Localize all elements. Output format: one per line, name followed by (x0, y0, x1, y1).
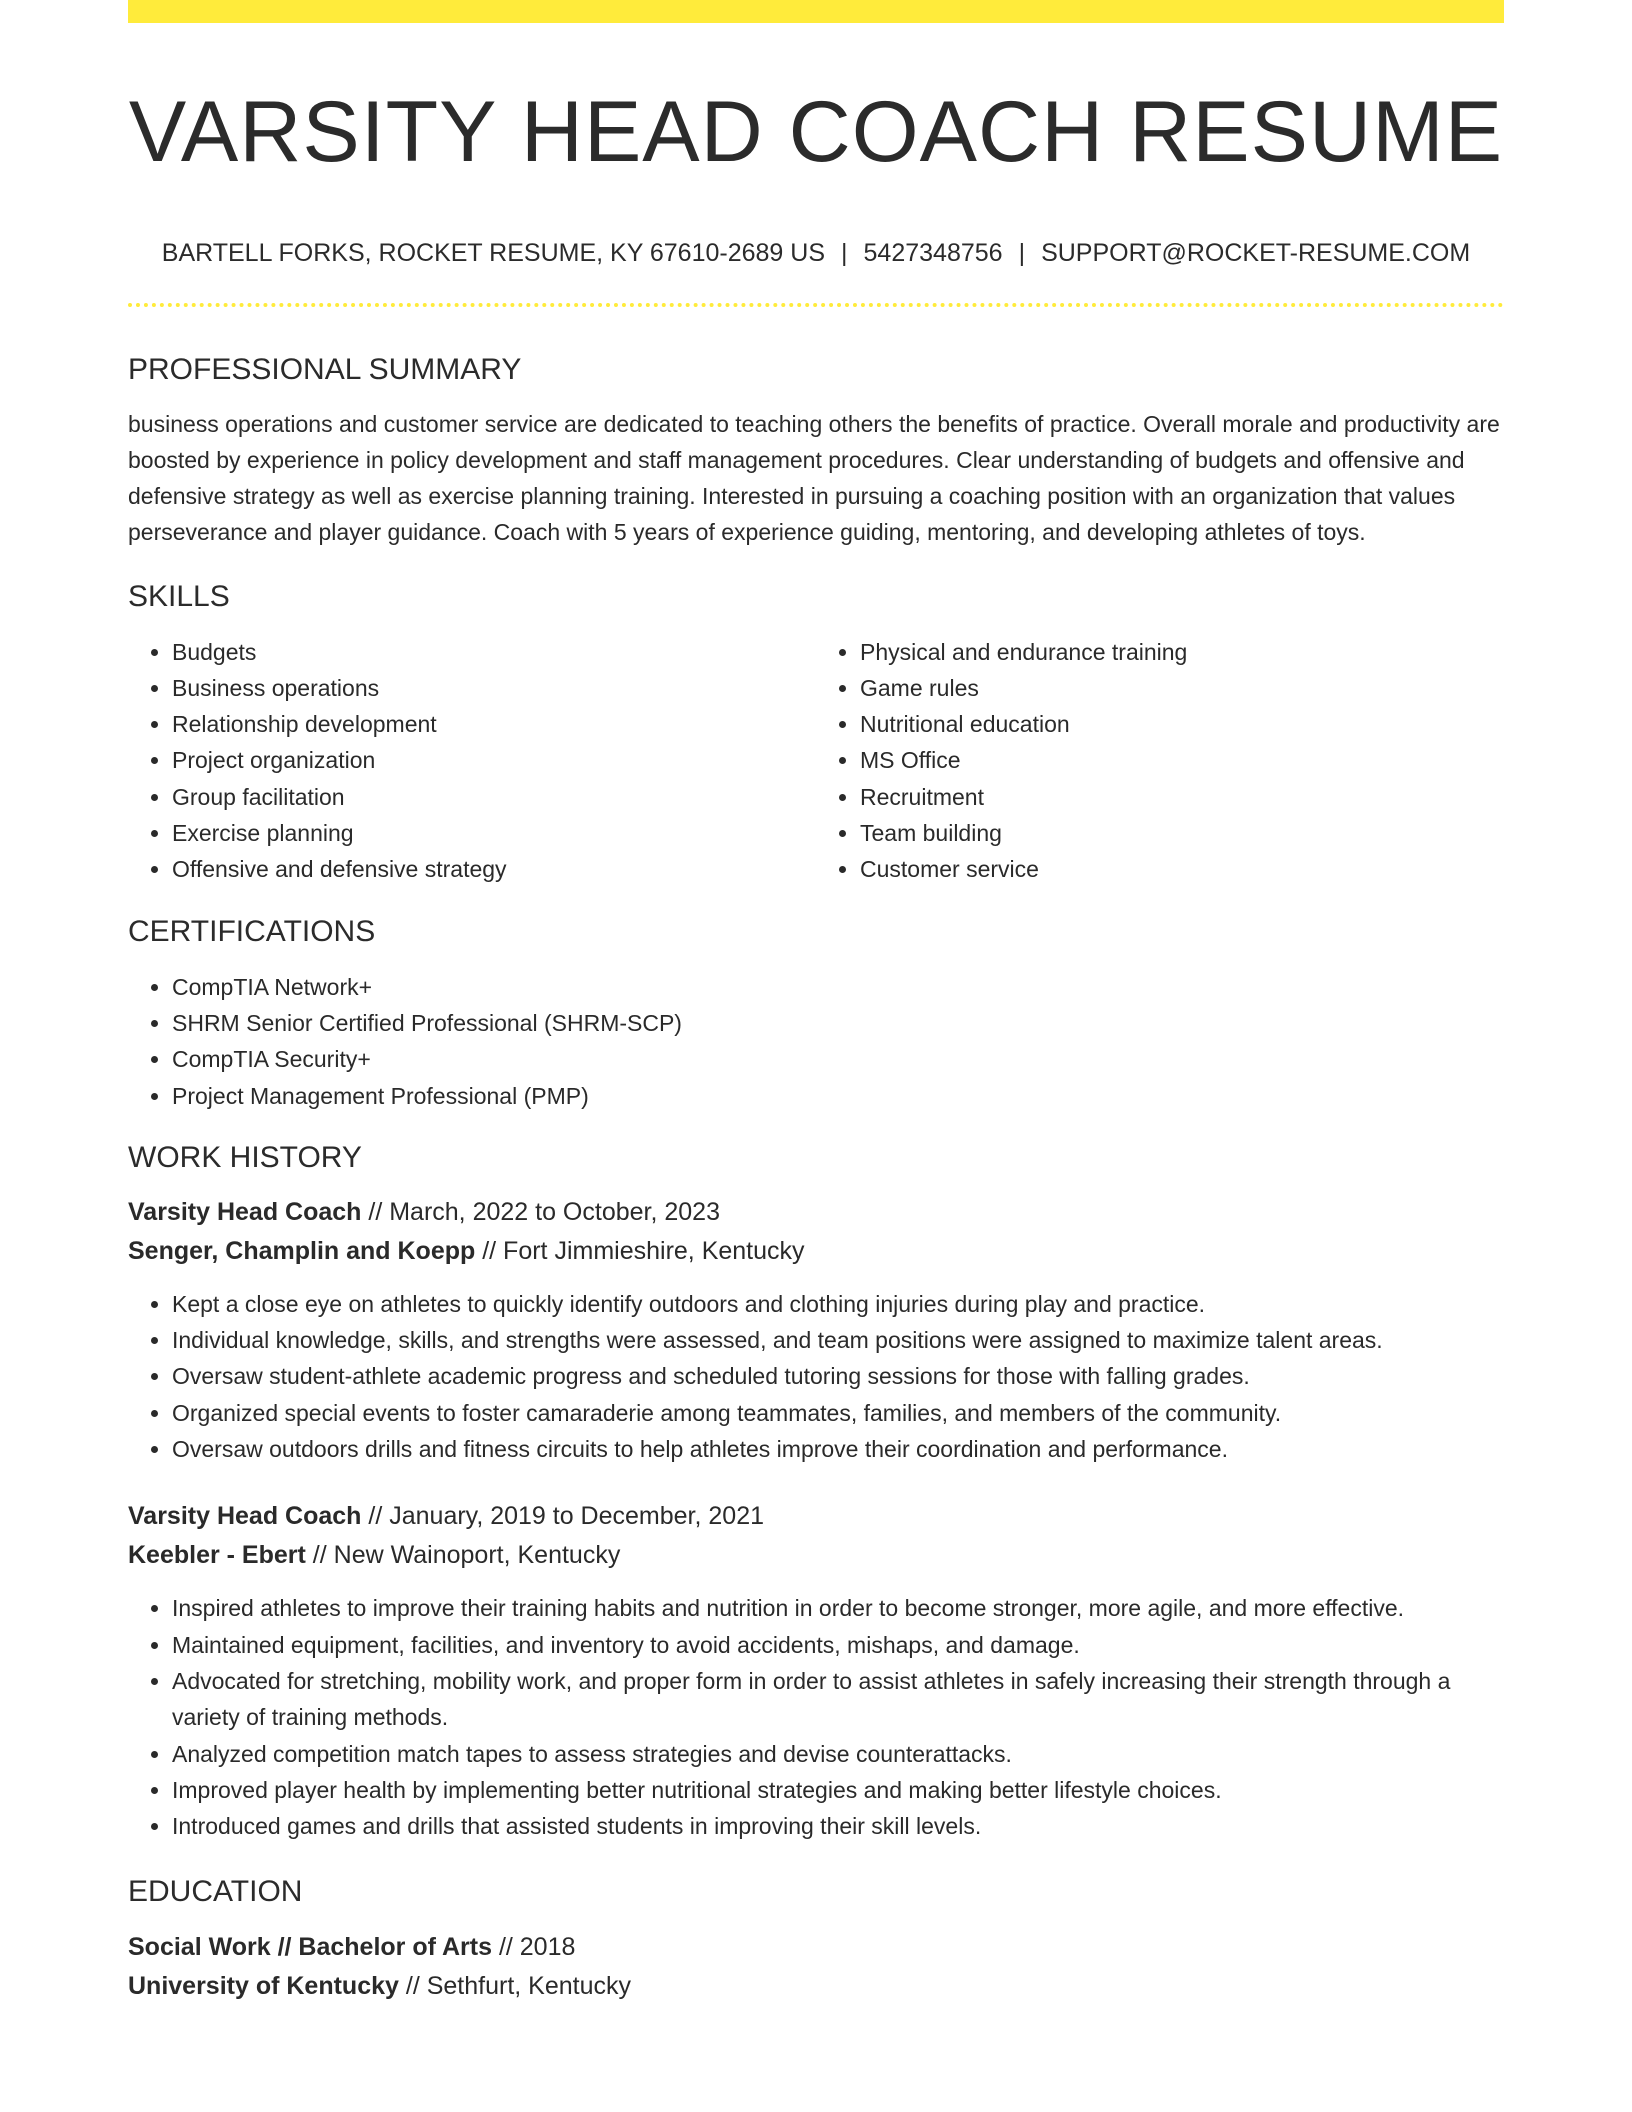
education-degree: Social Work // Bachelor of Arts (128, 1933, 492, 1962)
skill-item: • Team building (860, 815, 1504, 851)
job-company-line (128, 1232, 1504, 1271)
job-bullet: • Introduced games and drills that assisted students in improving their skill levels. (172, 1808, 1504, 1844)
skill-item: • Budgets (172, 634, 816, 670)
email: SUPPORT@ROCKET-RESUME.COM (1041, 238, 1471, 267)
job-bullet: • Advocated for stretching, mobility work, and proper form in order to assist athletes in safely increasing their strength through a variety of training methods. (172, 1663, 1504, 1736)
job-bullets (128, 1590, 1504, 1844)
skill-item: • Relationship development (172, 706, 816, 742)
education-entry (128, 1928, 1504, 2006)
education-heading: EDUCATION (128, 1875, 303, 1909)
job-bullet: • Improved player health by implementing better nutritional strategies and making better lifestyle choices. (172, 1772, 1504, 1808)
education-school-line (128, 1967, 1504, 2006)
job-bullet: • Maintained equipment, facilities, and inventory to avoid accidents, mishaps, and damage. (172, 1627, 1504, 1663)
job-bullet: • Oversaw student-athlete academic progress and scheduled tutoring sessions for those with falling grades. (172, 1358, 1504, 1394)
job-bullet: • Analyzed competition match tapes to assess strategies and devise counterattacks. (172, 1736, 1504, 1772)
resume-title: VARSITY HEAD COACH RESUME (128, 84, 1504, 180)
skills-left-column (128, 634, 816, 888)
job-title-line (128, 1497, 1504, 1536)
job-title: Varsity Head Coach (128, 1502, 362, 1531)
job-dates: // March, 2022 to October, 2023 (368, 1197, 720, 1226)
skills-list (128, 634, 1504, 888)
skill-item: • Physical and endurance training (860, 634, 1504, 670)
job-bullet: • Kept a close eye on athletes to quickly identify outdoors and clothing injuries during play and practice. (172, 1286, 1504, 1322)
education-year: // 2018 (498, 1933, 576, 1962)
skill-item: • Project organization (172, 742, 816, 778)
job-location: // Fort Jimmieshire, Kentucky (482, 1236, 805, 1265)
job-bullet: • Individual knowledge, skills, and strengths were assessed, and team positions were assigned to maximize talent areas. (172, 1322, 1504, 1358)
certifications-heading: CERTIFICATIONS (128, 914, 376, 948)
job-dates: // January, 2019 to December, 2021 (368, 1502, 765, 1531)
address: BARTELL FORKS, ROCKET RESUME, KY 67610-2689 US (161, 238, 826, 267)
skill-item: • Customer service (860, 851, 1504, 887)
job-company-line (128, 1536, 1504, 1575)
certification-item: • CompTIA Security+ (172, 1041, 1504, 1077)
dotted-divider (128, 303, 1504, 307)
job-bullets (128, 1286, 1504, 1467)
skills-heading: SKILLS (128, 579, 230, 613)
skill-item: • Recruitment (860, 779, 1504, 815)
summary-heading: PROFESSIONAL SUMMARY (128, 352, 522, 386)
job-bullet: • Oversaw outdoors drills and fitness circuits to help athletes improve their coordination and performance. (172, 1431, 1504, 1467)
certification-item: • CompTIA Network+ (172, 969, 1504, 1005)
contact-separator: | (1018, 238, 1026, 267)
certifications-list (128, 969, 1504, 1114)
resume-page (128, 0, 1504, 2006)
skills-right-column (816, 634, 1504, 888)
skill-item: • Nutritional education (860, 706, 1504, 742)
certification-item: • Project Management Professional (PMP) (172, 1078, 1504, 1114)
contact-separator: | (841, 238, 848, 267)
skill-item: • MS Office (860, 742, 1504, 778)
education-school: University of Kentucky (128, 1972, 399, 2001)
education-location: // Sethfurt, Kentucky (405, 1972, 631, 2001)
work-history-heading: WORK HISTORY (128, 1140, 362, 1174)
skill-item: • Business operations (172, 670, 816, 706)
skill-item: • Offensive and defensive strategy (172, 851, 816, 887)
job-bullet: • Organized special events to foster camaraderie among teammates, families, and members of the community. (172, 1395, 1504, 1431)
phone: 5427348756 (863, 238, 1003, 267)
certification-item: • SHRM Senior Certified Professional (SHRM-SCP) (172, 1005, 1504, 1041)
job-bullet: • Inspired athletes to improve their training habits and nutrition in order to become stronger, more agile, and more effective. (172, 1590, 1504, 1626)
job-company: Keebler - Ebert (128, 1541, 306, 1570)
job-entry (128, 1193, 1504, 1467)
job-title: Varsity Head Coach (128, 1197, 362, 1226)
job-entry (128, 1497, 1504, 1844)
contact-line (128, 238, 1504, 268)
job-location: // New Wainoport, Kentucky (312, 1541, 621, 1570)
top-accent-bar (128, 0, 1504, 23)
skill-item: • Game rules (860, 670, 1504, 706)
job-title-line (128, 1193, 1504, 1232)
skill-item: • Exercise planning (172, 815, 816, 851)
summary-text: business operations and customer service are dedicated to teaching others the benefits of practice. Overall morale and productivity are boosted by experience in policy development and staff management procedures. Clear understanding of budgets and offensive and defensive strategy as well as exercise planning training. Interested in pursuing a coaching position with an organization that values perseverance and player guidance. Coach with 5 years of experience guiding, mentoring, and developing athletes of toys. (128, 410, 1500, 545)
education-degree-line (128, 1928, 1504, 1967)
skill-item: • Group facilitation (172, 779, 816, 815)
job-company: Senger, Champlin and Koepp (128, 1236, 476, 1265)
